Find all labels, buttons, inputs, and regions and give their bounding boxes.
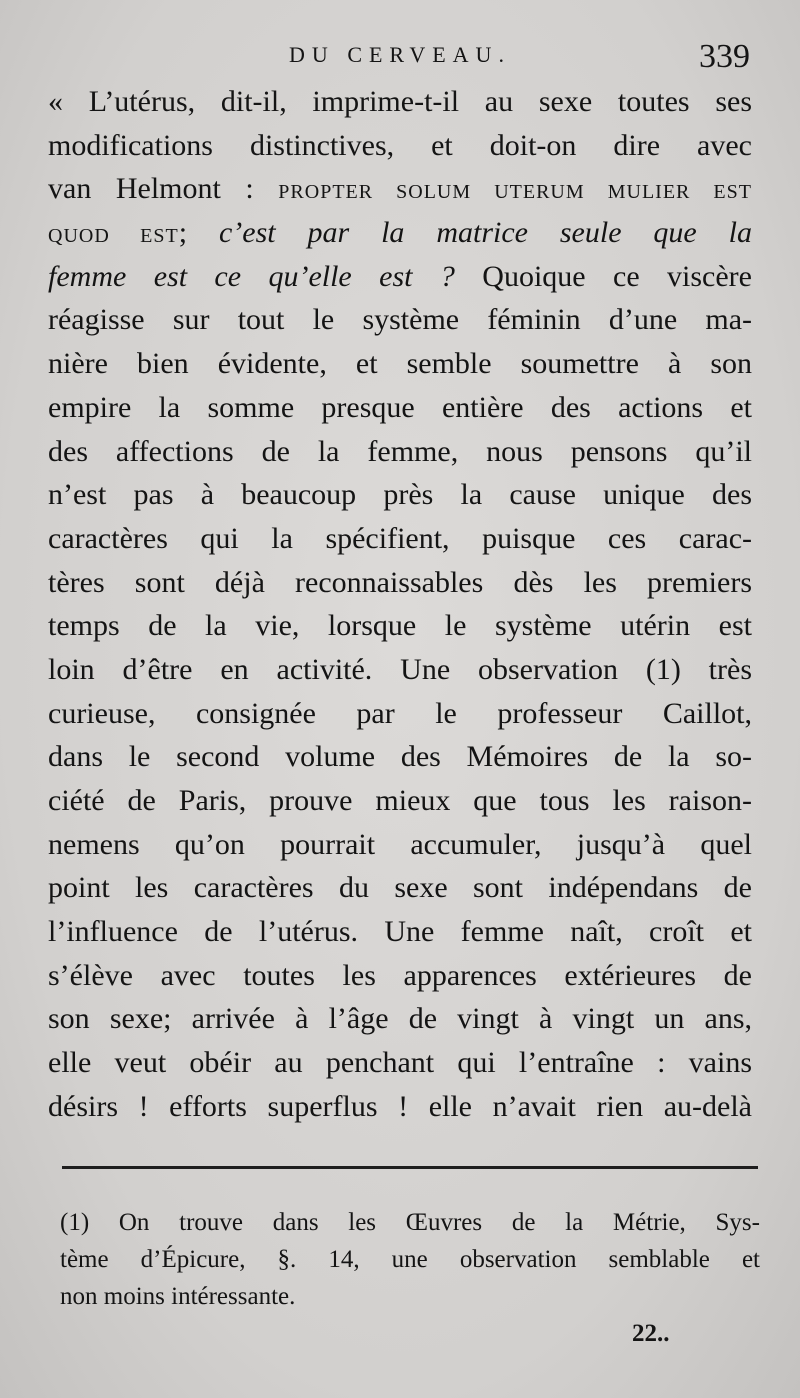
text-line xyxy=(48,211,752,255)
text-line xyxy=(48,430,752,474)
text-line xyxy=(48,692,752,736)
text-run: dans le second volume des Mémoires de la so- xyxy=(48,740,752,774)
text-line xyxy=(48,517,752,561)
text-run: « L’utérus, dit-il, imprime-t-il au sexe toutes ses xyxy=(48,85,752,118)
footnote-line: (1) On trouve dans les Œuvres de la Métrie, Sys- xyxy=(60,1209,760,1236)
footnote-rule xyxy=(62,1166,758,1169)
page-number: 339 xyxy=(699,38,750,75)
text-line xyxy=(48,910,752,954)
text-run: Quoique ce viscère xyxy=(454,259,752,293)
text-line xyxy=(48,866,752,910)
text-run: l’influence de l’utérus. Une femme naît, croît et xyxy=(48,915,752,949)
text-run: curieuse, consignée par le professeur Caillot, xyxy=(48,696,752,730)
text-line xyxy=(48,342,752,386)
main-text-block xyxy=(48,80,752,1129)
text-run: caractères qui la spécifient, puisque ces carac- xyxy=(48,521,752,555)
text-run: loin d’être en activité. Une observation (1) très xyxy=(48,652,752,686)
text-run: son sexe; arrivée à l’âge de vingt à vingt un ans, xyxy=(48,1002,752,1036)
text-line xyxy=(48,298,752,342)
text-run: des affections de la femme, nous pensons qu’il xyxy=(48,434,752,468)
footnote-line: non moins intéressante. xyxy=(60,1283,296,1310)
footnote-line: tème d’Épicure, §. 14, une observation semblable et xyxy=(60,1246,760,1273)
text-line xyxy=(48,648,752,692)
text-line xyxy=(48,604,752,648)
text-run: réagisse sur tout le système féminin d’une ma- xyxy=(48,303,752,337)
text-line xyxy=(48,561,752,605)
text-run: c’est par la matrice seule que la xyxy=(218,216,752,250)
text-run: tères sont déjà reconnaissables dès les premiers xyxy=(48,565,752,599)
text-run: nemens qu’on pourrait accumuler, jusqu’à quel xyxy=(48,827,752,861)
text-run: nière bien évidente, et semble soumettre à son xyxy=(48,347,752,381)
text-line xyxy=(48,386,752,430)
text-line xyxy=(48,1041,752,1085)
text-line xyxy=(48,80,752,124)
text-run: femme est ce qu’elle est ? xyxy=(48,259,455,293)
text-run: modifications distinctives, et doit-on dire avec xyxy=(48,128,752,162)
text-run: ; xyxy=(178,216,219,250)
text-run: s’élève avec toutes les apparences extérieures de xyxy=(48,958,752,992)
text-line xyxy=(48,954,752,998)
text-line xyxy=(48,779,752,823)
text-run: temps de la vie, lorsque le système utérin est xyxy=(48,609,752,643)
signature-mark: 22.. xyxy=(632,1320,670,1347)
text-line xyxy=(48,167,752,211)
text-run: elle veut obéir au penchant qui l’entraîne : vains xyxy=(48,1046,752,1080)
text-run: PROPTER SOLUM UTERUM MULIER EST xyxy=(278,181,752,204)
text-run: ciété de Paris, prouve mieux que tous les raison- xyxy=(48,784,752,817)
text-line xyxy=(48,1085,752,1129)
text-line xyxy=(48,997,752,1041)
text-run: point les caractères du sexe sont indépendans de xyxy=(48,871,752,905)
text-line xyxy=(48,255,752,299)
footnote-block xyxy=(60,1204,760,1315)
text-line xyxy=(48,735,752,779)
text-run: QUOD EST xyxy=(48,225,179,248)
text-run: n’est pas à beaucoup près la cause unique des xyxy=(48,478,752,512)
text-run: désirs ! efforts superflus ! elle n’avait rien au-delà xyxy=(48,1089,752,1123)
running-title: DU CERVEAU. xyxy=(289,42,511,67)
text-run: van Helmont : xyxy=(48,172,279,206)
text-line xyxy=(48,473,752,517)
text-run: empire la somme presque entière des actions et xyxy=(48,390,752,424)
text-line xyxy=(48,124,752,168)
text-line xyxy=(48,823,752,867)
